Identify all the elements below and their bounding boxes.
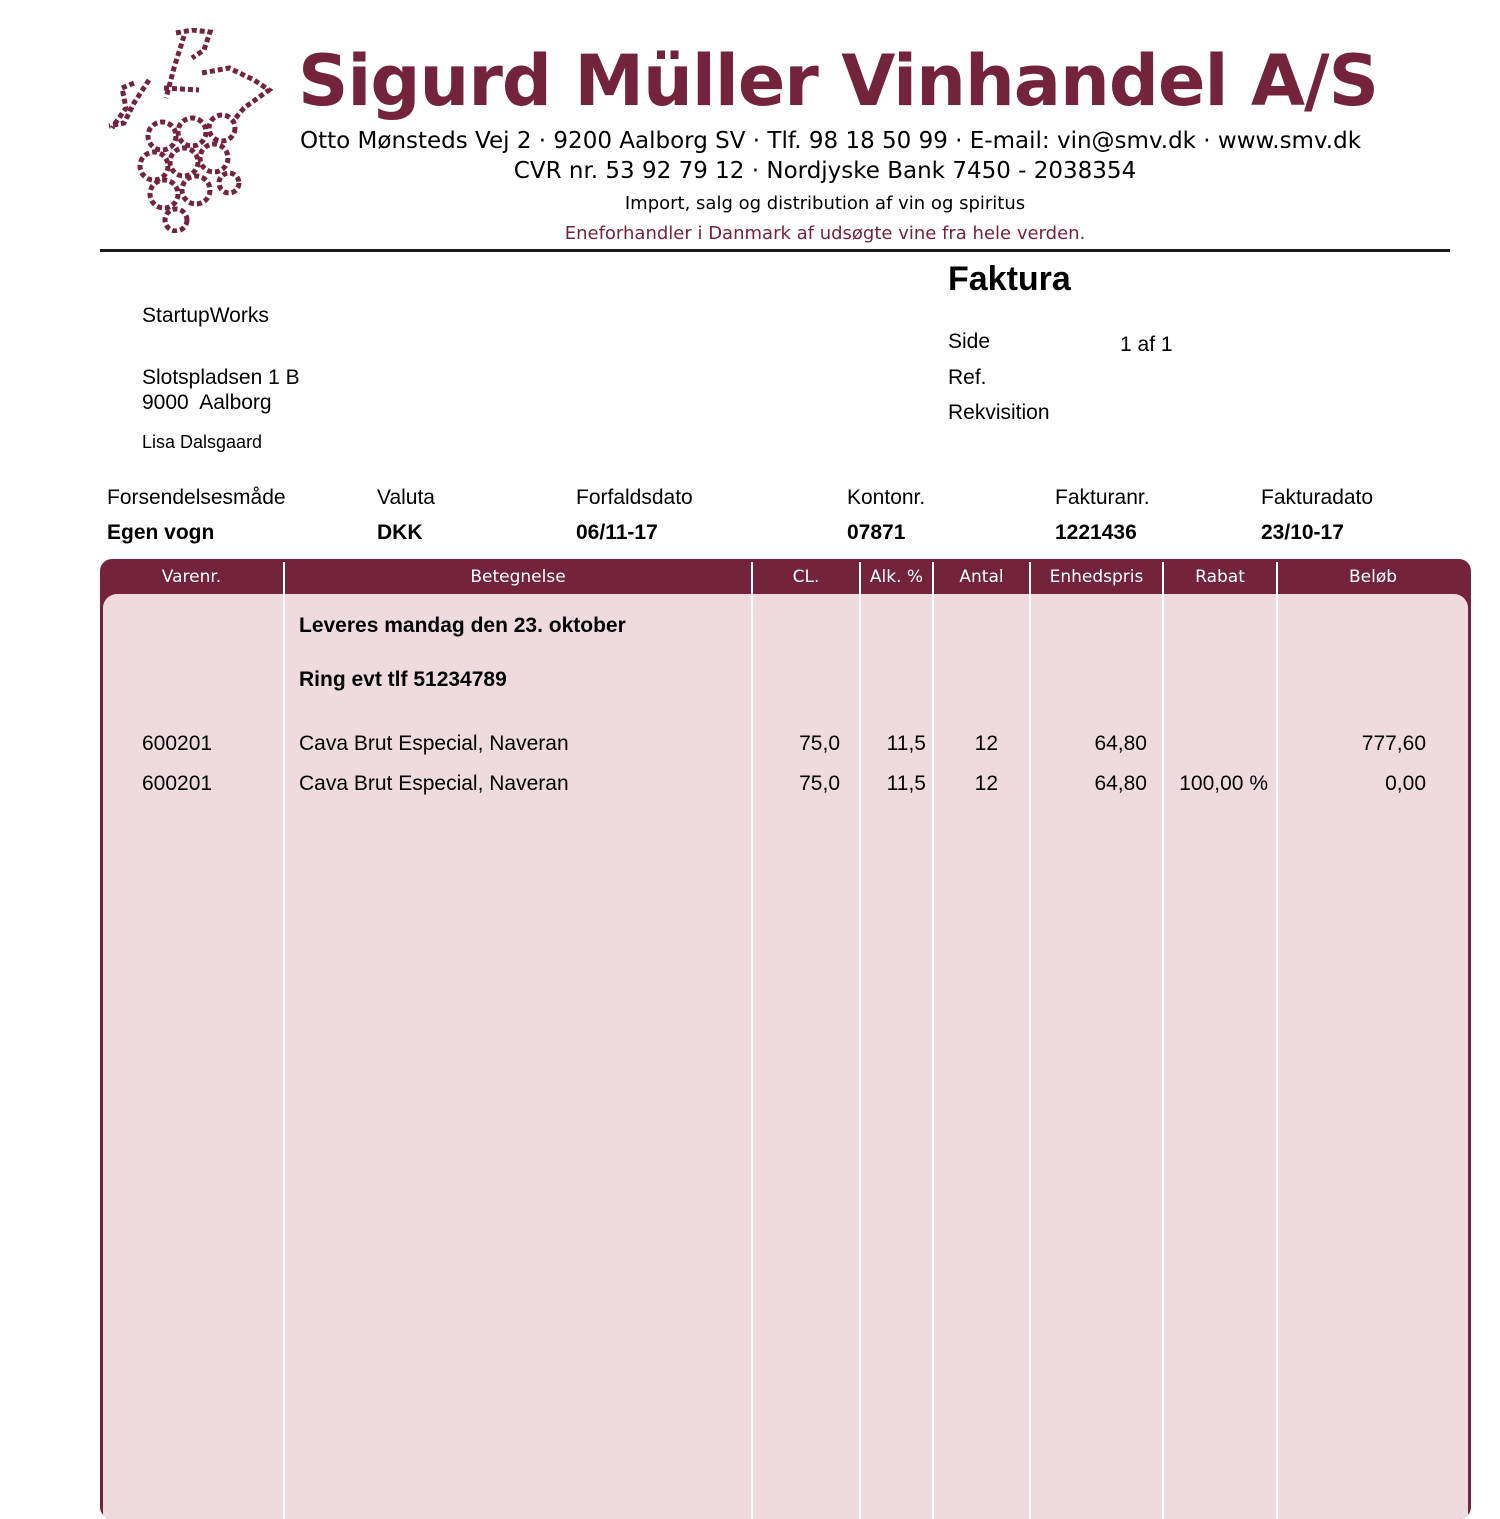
column-divider [859,562,861,1519]
reference-label: Ref. [948,366,987,389]
item-amount: 0,00 [1385,772,1426,795]
column-divider [283,562,285,1519]
column-divider [1162,562,1164,1519]
customer-name: StartupWorks [142,304,269,327]
meta-due-date [576,486,693,545]
item-quantity: 12 [974,732,998,755]
column-divider [1276,562,1278,1519]
item-unit-price: 64,80 [1094,732,1147,755]
meta-currency [377,486,435,545]
grape-cluster-icon [104,28,274,233]
meta-value: 06/11-17 [576,521,658,544]
meta-invoice-date [1261,486,1373,545]
item-number: 600201 [142,732,213,755]
meta-label: Fakturadato [1261,486,1374,509]
meta-value: 1221436 [1055,521,1137,544]
column-divider [932,562,934,1519]
column-divider [751,562,753,1519]
items-table [100,559,1471,1519]
company-name: Sigurd Müller Vinhandel A/S [298,40,1378,122]
header-divider [100,249,1450,252]
item-quantity: 12 [974,772,998,795]
header-amount: Beløb [1348,567,1398,587]
item-alcohol-percent: 11,5 [886,772,926,795]
page-label: Side [948,330,991,353]
page-value: 1 af 1 [1120,333,1173,356]
meta-value: 07871 [847,521,906,544]
item-discount: 100,00 % [1179,772,1268,795]
item-centiliters: 75,0 [799,732,840,755]
company-cvr-line: CVR nr. 53 92 79 12 · Nordjyske Bank 7450 - 2038354 [513,158,1137,184]
header-centiliters: CL. [792,567,820,587]
company-tagline-exclusive: Eneforhandler i Danmark af udsøgte vine fra hele verden. [564,223,1086,244]
meta-shipping-method [107,486,286,545]
header-discount: Rabat [1195,567,1245,587]
company-tagline: Import, salg og distribution af vin og spiritus [624,193,1026,214]
header-quantity: Antal [959,567,1004,587]
item-description: Cava Brut Especial, Naveran [299,772,569,795]
document-title: Faktura [948,260,1071,298]
requisition-label: Rekvisition [948,401,1050,424]
header-description: Betegnelse [470,567,566,587]
company-address-line: Otto Mønsteds Vej 2 · 9200 Aalborg SV · Tlf. 98 18 50 99 · E-mail: vin@smv.dk · www.smv.dk [300,128,1362,154]
customer-street: Slotspladsen 1 B [142,366,300,389]
meta-value: DKK [377,521,423,544]
header-item-number: Varenr. [161,567,222,587]
meta-value: Egen vogn [107,521,215,544]
meta-invoice-number [1055,486,1150,545]
column-divider [1029,562,1031,1519]
header-alcohol-percent: Alk. % [869,567,924,587]
meta-label: Kontonr. [847,486,926,509]
item-description: Cava Brut Especial, Naveran [299,732,569,755]
customer-city: 9000 Aalborg [142,391,272,414]
item-centiliters: 75,0 [799,772,840,795]
item-number: 600201 [142,772,213,795]
phone-note: Ring evt tlf 51234789 [299,668,507,691]
item-unit-price: 64,80 [1094,772,1147,795]
customer-contact: Lisa Dalsgaard [142,432,263,452]
item-alcohol-percent: 11,5 [886,732,926,755]
meta-label: Forsendelsesmåde [107,486,286,509]
meta-value: 23/10-17 [1261,521,1344,544]
meta-label: Fakturanr. [1055,486,1150,509]
meta-label: Forfaldsdato [576,486,693,509]
delivery-note: Leveres mandag den 23. oktober [299,614,626,637]
meta-account-number [847,486,925,545]
header-unit-price: Enhedspris [1049,567,1144,587]
meta-label: Valuta [377,486,435,509]
item-amount: 777,60 [1361,732,1426,755]
